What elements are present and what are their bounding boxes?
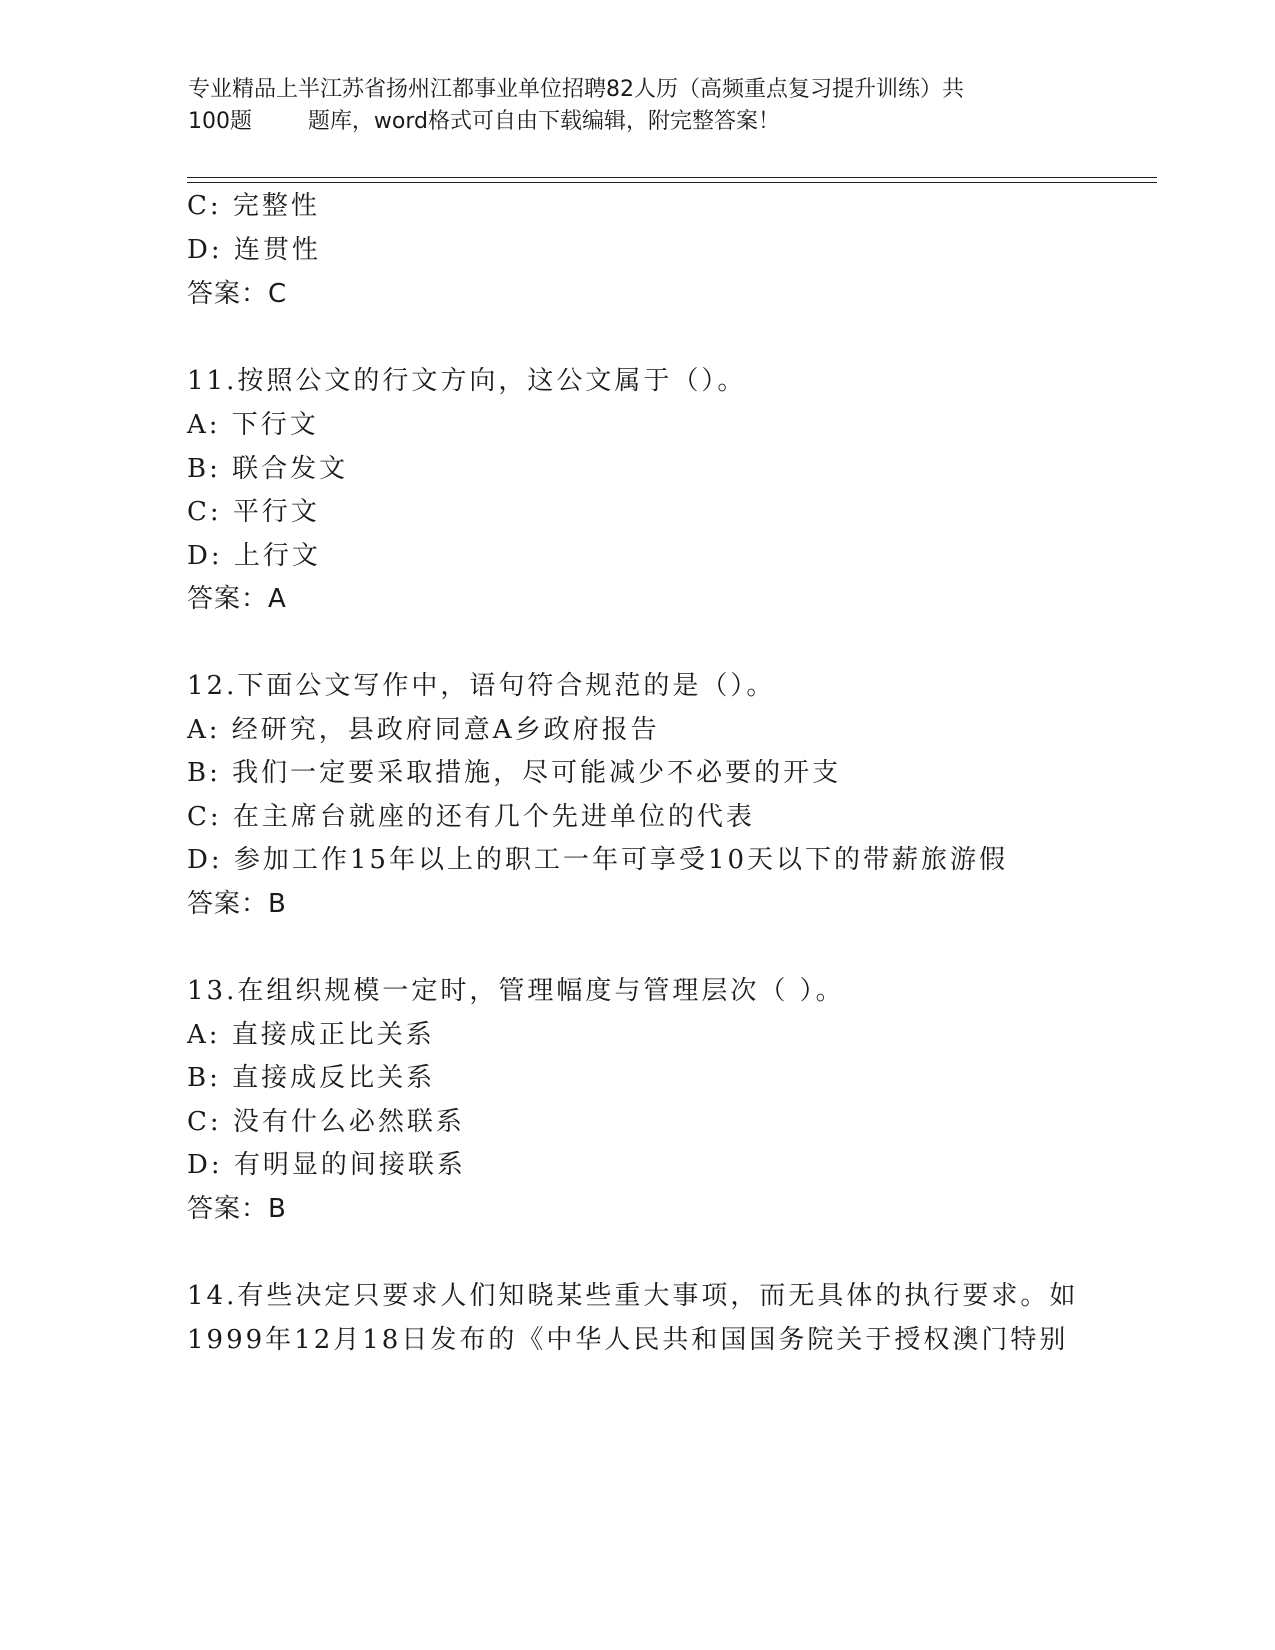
- question-11-option-c: C: 平行文: [187, 497, 320, 527]
- question-13-option-c: C: 没有什么必然联系: [187, 1107, 465, 1137]
- header-title-line-2: 100题 题库，word格式可自由下载编辑，附完整答案！: [188, 109, 781, 134]
- question-12-option-c: C: 在主席台就座的还有几个先进单位的代表: [187, 802, 755, 832]
- question-12-answer: 答案：B: [187, 889, 287, 919]
- question-11-answer: 答案：A: [187, 584, 287, 614]
- question-12-stem: 12.下面公文写作中，语句符合规范的是（）。: [187, 671, 776, 701]
- question-13-option-a: A: 直接成正比关系: [187, 1020, 435, 1050]
- question-13-option-b: B: 直接成反比关系: [187, 1063, 436, 1093]
- prev-question-option-d: D: 连贯性: [187, 235, 321, 265]
- page-header: [188, 74, 1088, 138]
- question-12-option-a: A: 经研究，县政府同意A乡政府报告: [187, 715, 660, 745]
- question-13-option-d: D: 有明显的间接联系: [187, 1150, 466, 1180]
- header-divider-bottom: [187, 182, 1157, 183]
- prev-question-option-c: C: 完整性: [187, 191, 320, 221]
- prev-question-answer: 答案：C: [187, 279, 288, 309]
- question-11-option-b: B: 联合发文: [187, 454, 349, 484]
- question-12-option-b: B: 我们一定要采取措施，尽可能减少不必要的开支: [187, 758, 842, 788]
- question-11-stem: 11.按照公文的行文方向，这公文属于（）。: [187, 366, 747, 396]
- header-title-line-1: 专业精品上半江苏省扬州江都事业单位招聘82人历（高频重点复习提升训练）共: [188, 77, 964, 102]
- question-13-answer: 答案：B: [187, 1194, 287, 1224]
- question-11-option-a: A: 下行文: [187, 410, 319, 440]
- question-12-option-d: D: 参加工作15年以上的职工一年可享受10天以下的带薪旅游假: [187, 845, 1009, 875]
- question-14-stem-line-2: 1999年12月18日发布的《中华人民共和国国务院关于授权澳门特别: [187, 1325, 1069, 1355]
- question-13-stem: 13.在组织规模一定时，管理幅度与管理层次（ ）。: [187, 976, 845, 1006]
- question-11-option-d: D: 上行文: [187, 541, 321, 571]
- header-divider-top: [187, 177, 1157, 178]
- question-14-stem-line-1: 14.有些决定只要求人们知晓某些重大事项，而无具体的执行要求。如: [187, 1281, 1079, 1311]
